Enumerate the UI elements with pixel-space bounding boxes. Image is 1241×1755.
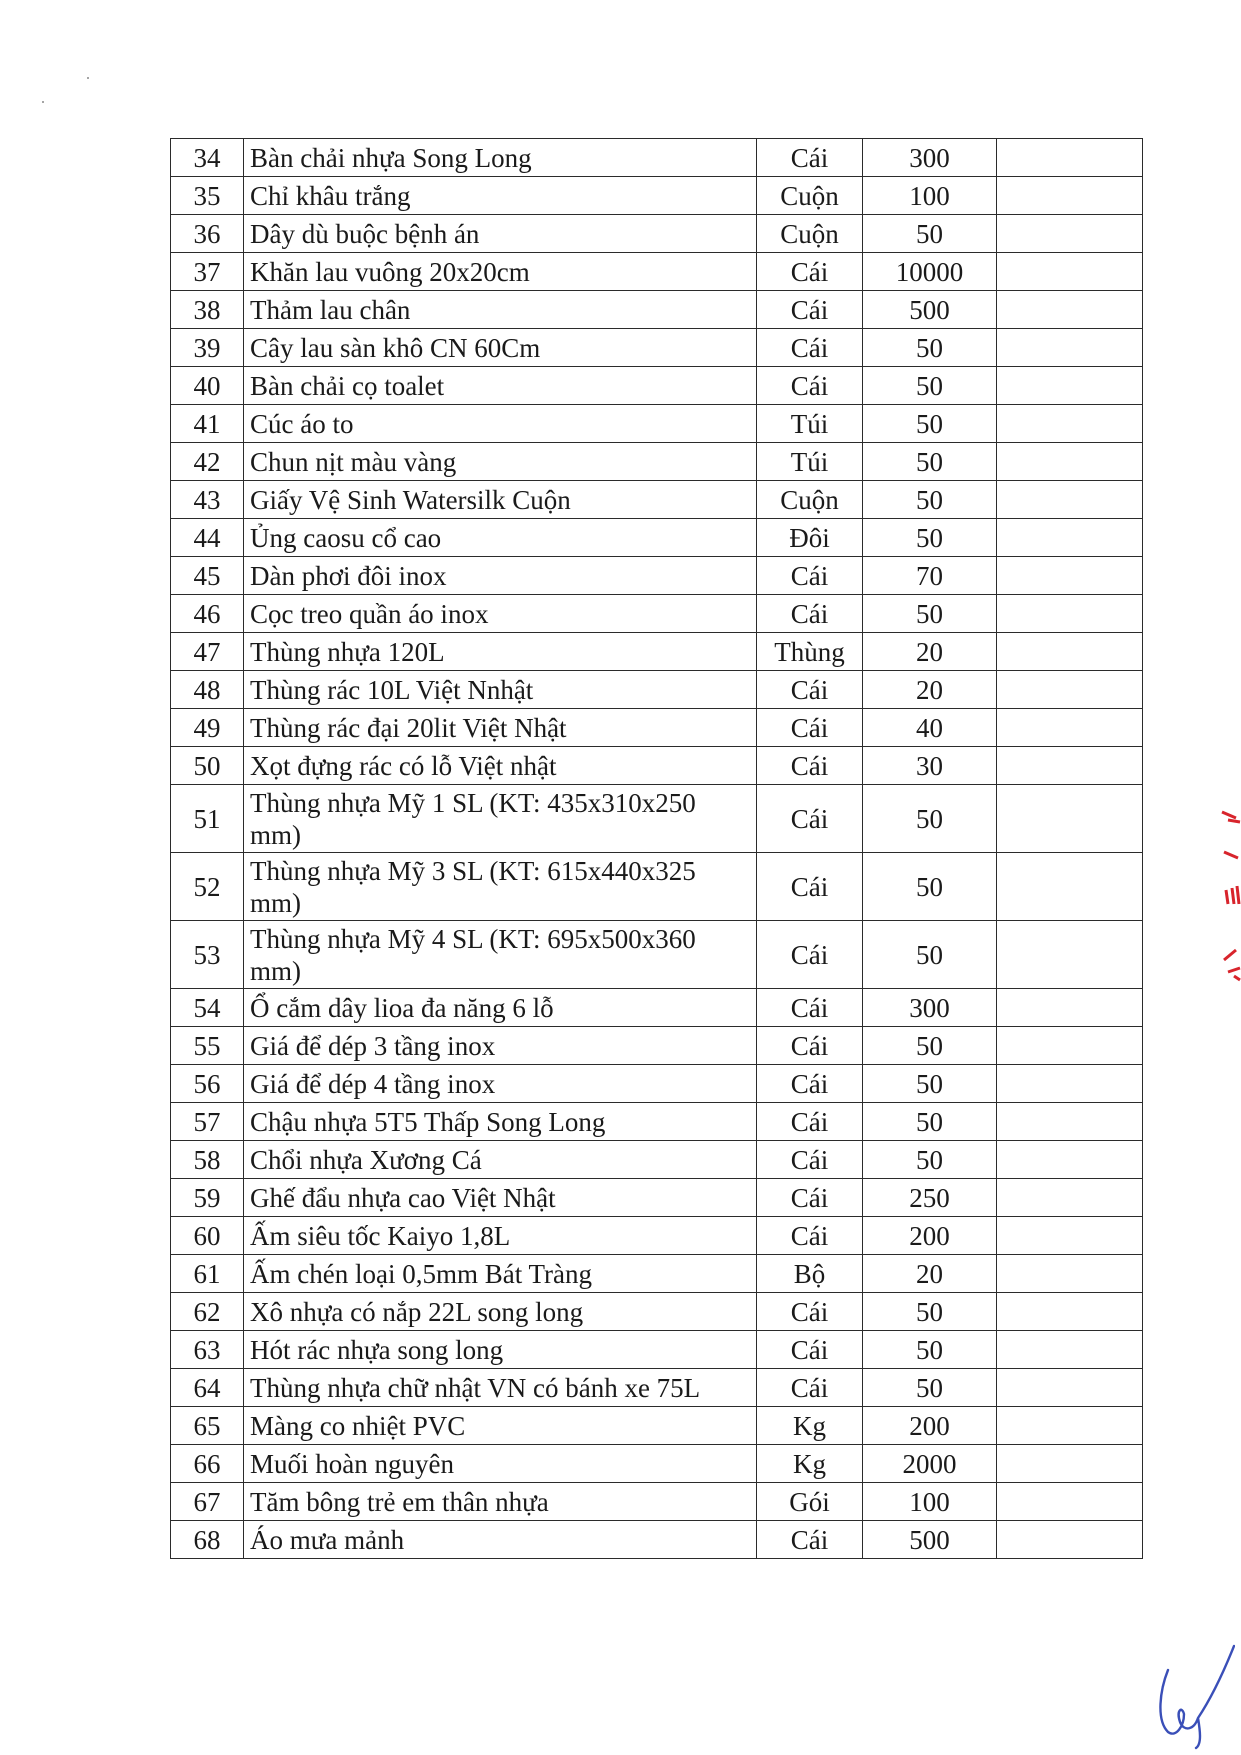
item-note-cell [997, 1217, 1143, 1255]
item-unit-cell: Cái [757, 557, 863, 595]
item-note-cell [997, 1103, 1143, 1141]
item-note-cell [997, 747, 1143, 785]
items-table-body [171, 139, 1143, 1559]
item-note-cell [997, 921, 1143, 989]
item-number-cell: 41 [171, 405, 244, 443]
item-name-cell: Hót rác nhựa song long [244, 1331, 757, 1369]
table-row [171, 329, 1143, 367]
item-number-cell: 63 [171, 1331, 244, 1369]
item-note-cell [997, 1483, 1143, 1521]
item-name-cell: Xọt đựng rác có lỗ Việt nhật [244, 747, 757, 785]
item-unit-cell: Cái [757, 1331, 863, 1369]
item-name-cell: Thùng rác đại 20lit Việt Nhật [244, 709, 757, 747]
item-unit-cell: Bộ [757, 1255, 863, 1293]
table-row [171, 989, 1143, 1027]
item-name-cell: Ấm siêu tốc Kaiyo 1,8L [244, 1217, 757, 1255]
item-unit-cell: Cái [757, 709, 863, 747]
item-note-cell [997, 405, 1143, 443]
item-quantity-cell: 20 [863, 1255, 997, 1293]
item-note-cell [997, 671, 1143, 709]
item-number-cell: 49 [171, 709, 244, 747]
item-name-cell: Cúc áo to [244, 405, 757, 443]
item-quantity-cell: 50 [863, 519, 997, 557]
item-note-cell [997, 291, 1143, 329]
item-name-cell: Cây lau sàn khô CN 60Cm [244, 329, 757, 367]
item-note-cell [997, 177, 1143, 215]
item-name-cell: Xô nhựa có nắp 22L song long [244, 1293, 757, 1331]
item-name-cell: Thùng rác 10L Việt Nnhật [244, 671, 757, 709]
item-quantity-cell: 300 [863, 989, 997, 1027]
item-number-cell: 51 [171, 785, 244, 853]
item-note-cell [997, 1407, 1143, 1445]
item-number-cell: 55 [171, 1027, 244, 1065]
item-name-cell: Thùng nhựa Mỹ 4 SL (KT: 695x500x360 mm) [244, 921, 757, 989]
item-note-cell [997, 1065, 1143, 1103]
item-quantity-cell: 50 [863, 1027, 997, 1065]
item-note-cell [997, 1331, 1143, 1369]
item-note-cell [997, 595, 1143, 633]
item-quantity-cell: 50 [863, 595, 997, 633]
item-number-cell: 42 [171, 443, 244, 481]
item-number-cell: 35 [171, 177, 244, 215]
item-name-cell: Áo mưa mảnh [244, 1521, 757, 1559]
item-unit-cell: Cái [757, 139, 863, 177]
item-quantity-cell: 50 [863, 1103, 997, 1141]
item-name-cell: Dàn phơi đôi inox [244, 557, 757, 595]
item-name-cell: Chun nịt màu vàng [244, 443, 757, 481]
table-row [171, 405, 1143, 443]
item-number-cell: 43 [171, 481, 244, 519]
item-note-cell [997, 989, 1143, 1027]
item-note-cell [997, 367, 1143, 405]
item-unit-cell: Kg [757, 1407, 863, 1445]
table-row [171, 1027, 1143, 1065]
item-note-cell [997, 1369, 1143, 1407]
item-quantity-cell: 50 [863, 481, 997, 519]
item-number-cell: 68 [171, 1521, 244, 1559]
item-unit-cell: Cái [757, 1293, 863, 1331]
item-number-cell: 52 [171, 853, 244, 921]
item-name-cell: Cọc treo quần áo inox [244, 595, 757, 633]
item-number-cell: 54 [171, 989, 244, 1027]
item-unit-cell: Cuộn [757, 215, 863, 253]
table-row [171, 481, 1143, 519]
item-name-cell: Thùng nhựa Mỹ 3 SL (KT: 615x440x325 mm) [244, 853, 757, 921]
item-number-cell: 62 [171, 1293, 244, 1331]
item-unit-cell: Cái [757, 1027, 863, 1065]
item-quantity-cell: 50 [863, 405, 997, 443]
item-unit-cell: Cái [757, 785, 863, 853]
item-unit-cell: Cuộn [757, 177, 863, 215]
item-quantity-cell: 50 [863, 367, 997, 405]
item-quantity-cell: 50 [863, 215, 997, 253]
table-row [171, 921, 1143, 989]
item-unit-cell: Kg [757, 1445, 863, 1483]
item-unit-cell: Cái [757, 921, 863, 989]
table-row [171, 633, 1143, 671]
table-row [171, 1369, 1143, 1407]
item-quantity-cell: 20 [863, 671, 997, 709]
red-stamp-edge-icon [1218, 800, 1241, 1010]
table-row [171, 139, 1143, 177]
table-row [171, 1103, 1143, 1141]
item-number-cell: 38 [171, 291, 244, 329]
item-number-cell: 50 [171, 747, 244, 785]
item-number-cell: 40 [171, 367, 244, 405]
item-note-cell [997, 253, 1143, 291]
item-unit-cell: Gói [757, 1483, 863, 1521]
table-row [171, 215, 1143, 253]
table-row [171, 443, 1143, 481]
item-number-cell: 48 [171, 671, 244, 709]
item-quantity-cell: 30 [863, 747, 997, 785]
item-unit-cell: Túi [757, 443, 863, 481]
items-table [170, 138, 1143, 1559]
item-name-cell: Giá để dép 4 tầng inox [244, 1065, 757, 1103]
item-name-cell: Dây dù buộc bệnh án [244, 215, 757, 253]
table-row [171, 1483, 1143, 1521]
table-row [171, 747, 1143, 785]
item-number-cell: 34 [171, 139, 244, 177]
item-note-cell [997, 1141, 1143, 1179]
table-row [171, 1217, 1143, 1255]
table-row [171, 1445, 1143, 1483]
table-row [171, 557, 1143, 595]
item-note-cell [997, 785, 1143, 853]
item-quantity-cell: 50 [863, 1065, 997, 1103]
item-number-cell: 61 [171, 1255, 244, 1293]
item-name-cell: Bàn chải nhựa Song Long [244, 139, 757, 177]
item-name-cell: Thùng nhựa chữ nhật VN có bánh xe 75L [244, 1369, 757, 1407]
item-quantity-cell: 50 [863, 1331, 997, 1369]
item-unit-cell: Cái [757, 1141, 863, 1179]
item-unit-cell: Cái [757, 1521, 863, 1559]
table-row [171, 671, 1143, 709]
item-name-cell: Ghế đẩu nhựa cao Việt Nhật [244, 1179, 757, 1217]
item-note-cell [997, 1293, 1143, 1331]
table-row [171, 595, 1143, 633]
item-quantity-cell: 200 [863, 1217, 997, 1255]
item-unit-cell: Cái [757, 1103, 863, 1141]
table-row [171, 253, 1143, 291]
item-name-cell: Muối hoàn nguyên [244, 1445, 757, 1483]
item-number-cell: 64 [171, 1369, 244, 1407]
table-row [171, 291, 1143, 329]
item-quantity-cell: 50 [863, 1141, 997, 1179]
item-quantity-cell: 100 [863, 1483, 997, 1521]
item-name-cell: Thảm lau chân [244, 291, 757, 329]
item-number-cell: 53 [171, 921, 244, 989]
item-name-cell: Thùng nhựa 120L [244, 633, 757, 671]
item-name-cell: Chổi nhựa Xương Cá [244, 1141, 757, 1179]
item-name-cell: Ấm chén loại 0,5mm Bát Tràng [244, 1255, 757, 1293]
item-quantity-cell: 50 [863, 1293, 997, 1331]
item-note-cell [997, 709, 1143, 747]
item-unit-cell: Túi [757, 405, 863, 443]
item-number-cell: 60 [171, 1217, 244, 1255]
item-name-cell: Thùng nhựa Mỹ 1 SL (KT: 435x310x250 mm) [244, 785, 757, 853]
item-note-cell [997, 557, 1143, 595]
item-name-cell: Chỉ khâu trắng [244, 177, 757, 215]
item-quantity-cell: 50 [863, 921, 997, 989]
item-name-cell: Tăm bông trẻ em thân nhựa [244, 1483, 757, 1521]
item-number-cell: 57 [171, 1103, 244, 1141]
table-row [171, 1065, 1143, 1103]
item-quantity-cell: 50 [863, 329, 997, 367]
item-number-cell: 67 [171, 1483, 244, 1521]
item-name-cell: Khăn lau vuông 20x20cm [244, 253, 757, 291]
item-number-cell: 36 [171, 215, 244, 253]
table-row [171, 1255, 1143, 1293]
item-quantity-cell: 70 [863, 557, 997, 595]
item-number-cell: 37 [171, 253, 244, 291]
item-unit-cell: Cái [757, 1217, 863, 1255]
handwritten-signature-icon [1150, 1640, 1235, 1750]
item-unit-cell: Cái [757, 671, 863, 709]
item-unit-cell: Cái [757, 853, 863, 921]
item-name-cell: Ổ cắm dây lioa đa năng 6 lỗ [244, 989, 757, 1027]
item-note-cell [997, 443, 1143, 481]
item-quantity-cell: 500 [863, 291, 997, 329]
table-row [171, 519, 1143, 557]
item-quantity-cell: 50 [863, 1369, 997, 1407]
item-quantity-cell: 2000 [863, 1445, 997, 1483]
item-quantity-cell: 50 [863, 443, 997, 481]
item-quantity-cell: 100 [863, 177, 997, 215]
item-number-cell: 66 [171, 1445, 244, 1483]
item-unit-cell: Thùng [757, 633, 863, 671]
item-name-cell: Giá để dép 3 tầng inox [244, 1027, 757, 1065]
table-row [171, 853, 1143, 921]
item-note-cell [997, 139, 1143, 177]
item-note-cell [997, 633, 1143, 671]
table-row [171, 785, 1143, 853]
item-note-cell [997, 1445, 1143, 1483]
item-unit-cell: Cái [757, 367, 863, 405]
item-note-cell [997, 1027, 1143, 1065]
item-note-cell [997, 481, 1143, 519]
item-note-cell [997, 329, 1143, 367]
table-row [171, 1521, 1143, 1559]
item-unit-cell: Cuộn [757, 481, 863, 519]
item-unit-cell: Cái [757, 989, 863, 1027]
item-note-cell [997, 1521, 1143, 1559]
item-name-cell: Ủng caosu cổ cao [244, 519, 757, 557]
table-row [171, 1331, 1143, 1369]
item-number-cell: 65 [171, 1407, 244, 1445]
item-note-cell [997, 853, 1143, 921]
table-row [171, 1293, 1143, 1331]
item-unit-cell: Cái [757, 291, 863, 329]
item-note-cell [997, 1179, 1143, 1217]
item-unit-cell: Cái [757, 329, 863, 367]
item-number-cell: 46 [171, 595, 244, 633]
item-name-cell: Giấy Vệ Sinh Watersilk Cuộn [244, 481, 757, 519]
item-number-cell: 56 [171, 1065, 244, 1103]
table-row [171, 1407, 1143, 1445]
item-number-cell: 47 [171, 633, 244, 671]
item-note-cell [997, 519, 1143, 557]
item-name-cell: Bàn chải cọ toalet [244, 367, 757, 405]
item-quantity-cell: 50 [863, 853, 997, 921]
item-quantity-cell: 250 [863, 1179, 997, 1217]
item-quantity-cell: 200 [863, 1407, 997, 1445]
scan-speck [87, 77, 89, 79]
table-row [171, 1141, 1143, 1179]
item-unit-cell: Cái [757, 1179, 863, 1217]
item-note-cell [997, 215, 1143, 253]
item-unit-cell: Cái [757, 1369, 863, 1407]
item-quantity-cell: 500 [863, 1521, 997, 1559]
item-quantity-cell: 20 [863, 633, 997, 671]
item-unit-cell: Cái [757, 595, 863, 633]
item-name-cell: Chậu nhựa 5T5 Thấp Song Long [244, 1103, 757, 1141]
table-row [171, 177, 1143, 215]
item-number-cell: 59 [171, 1179, 244, 1217]
item-quantity-cell: 50 [863, 785, 997, 853]
item-unit-cell: Cái [757, 253, 863, 291]
table-row [171, 367, 1143, 405]
item-unit-cell: Đôi [757, 519, 863, 557]
item-unit-cell: Cái [757, 747, 863, 785]
item-name-cell: Màng co nhiệt PVC [244, 1407, 757, 1445]
item-note-cell [997, 1255, 1143, 1293]
item-number-cell: 39 [171, 329, 244, 367]
item-quantity-cell: 300 [863, 139, 997, 177]
table-row [171, 1179, 1143, 1217]
scan-speck [42, 101, 44, 103]
item-number-cell: 45 [171, 557, 244, 595]
item-number-cell: 44 [171, 519, 244, 557]
item-quantity-cell: 10000 [863, 253, 997, 291]
item-quantity-cell: 40 [863, 709, 997, 747]
item-unit-cell: Cái [757, 1065, 863, 1103]
item-number-cell: 58 [171, 1141, 244, 1179]
table-row [171, 709, 1143, 747]
